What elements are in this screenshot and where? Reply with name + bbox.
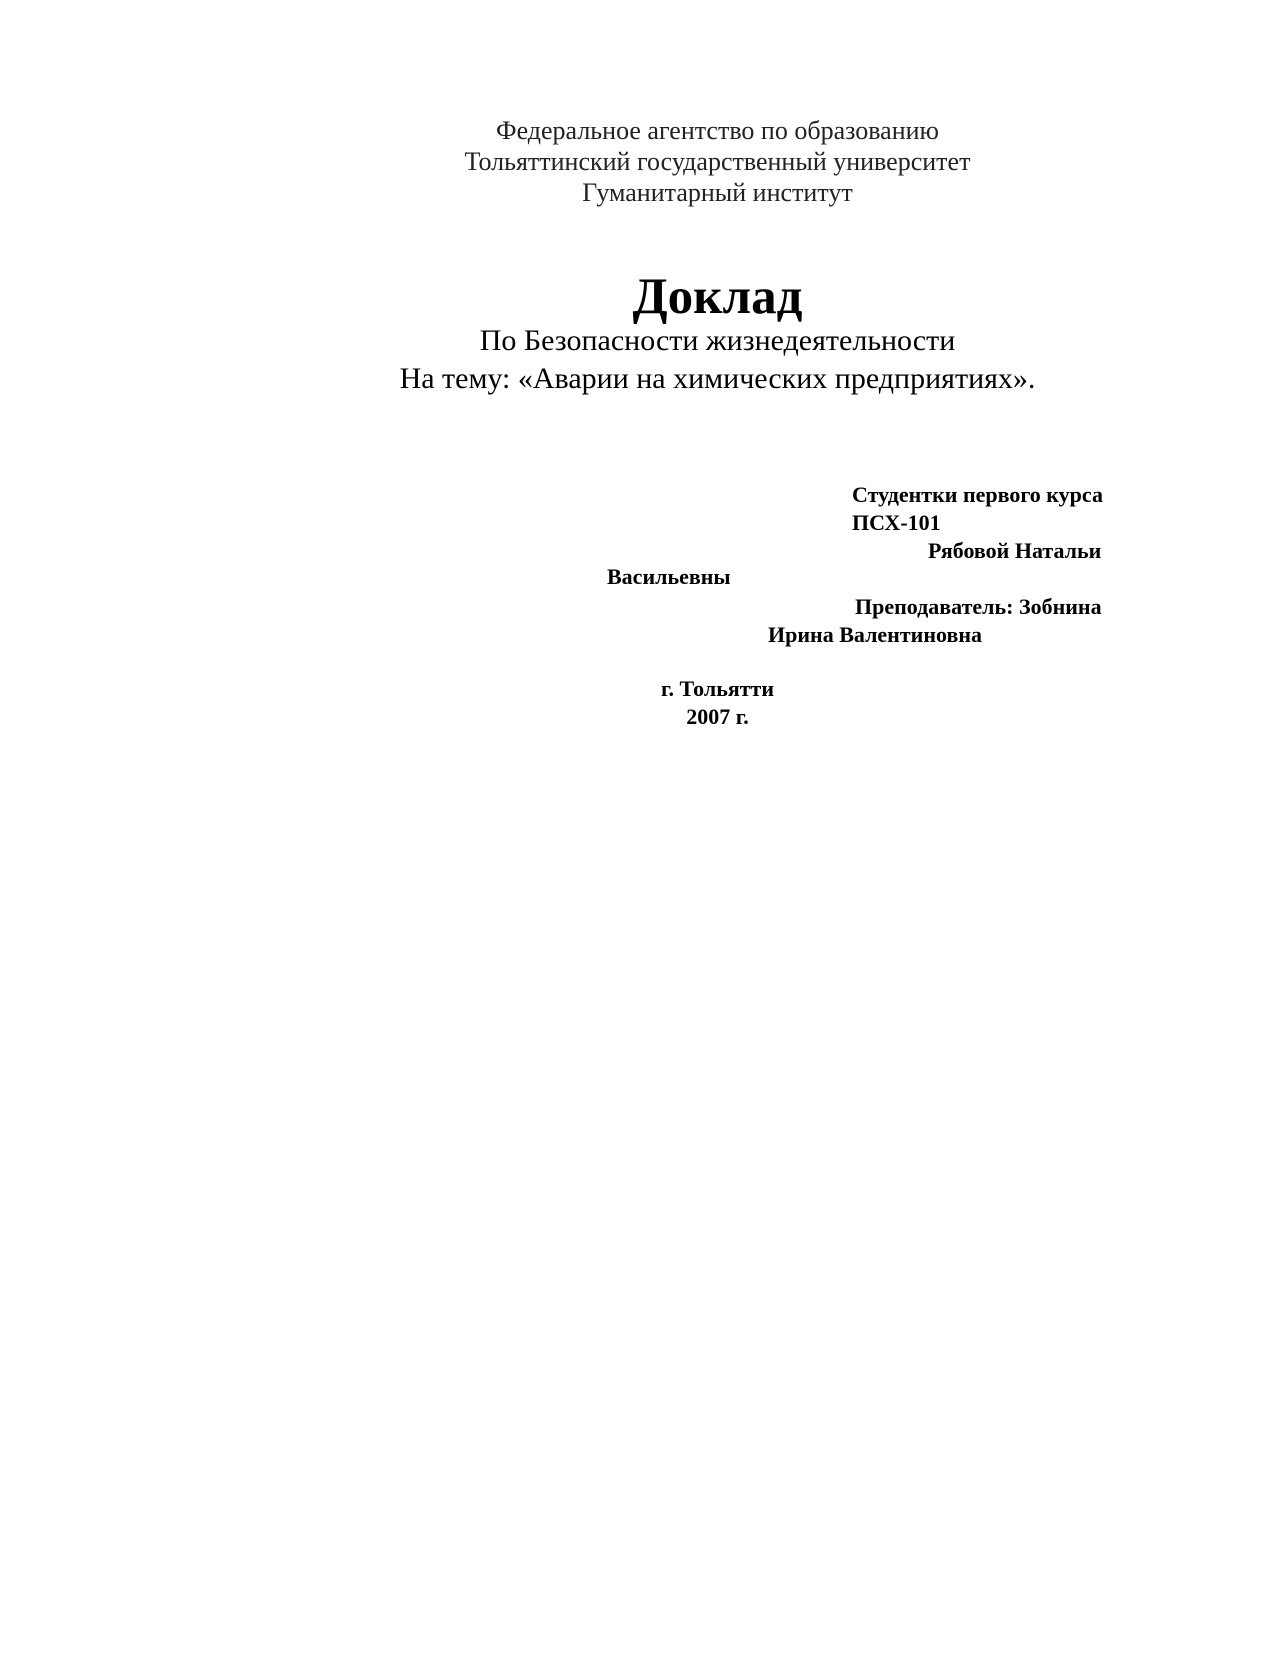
document-subject: По Безопасности жизнедеятельности	[479, 324, 956, 357]
year: 2007 г.	[686, 704, 749, 729]
student-group: ПСХ-101	[852, 510, 941, 535]
student-patronymic: Васильевны	[607, 564, 731, 589]
teacher-name: Ирина Валентиновна	[768, 622, 983, 647]
teacher-label: Преподаватель: Зобнина	[855, 594, 1102, 619]
student-course: Студентки первого курса	[852, 482, 1103, 507]
city: г. Тольятти	[660, 676, 775, 701]
agency-name: Федеральное агентство по образованию	[496, 116, 939, 145]
document-title: Доклад	[632, 269, 803, 325]
student-name: Рябовой Натальи	[928, 538, 1102, 563]
university-name: Тольяттинский государственный университет	[464, 147, 971, 176]
institute-name: Гуманитарный институт	[582, 178, 853, 207]
document-topic: На тему: «Аварии на химических предприятиях».	[399, 362, 1036, 395]
